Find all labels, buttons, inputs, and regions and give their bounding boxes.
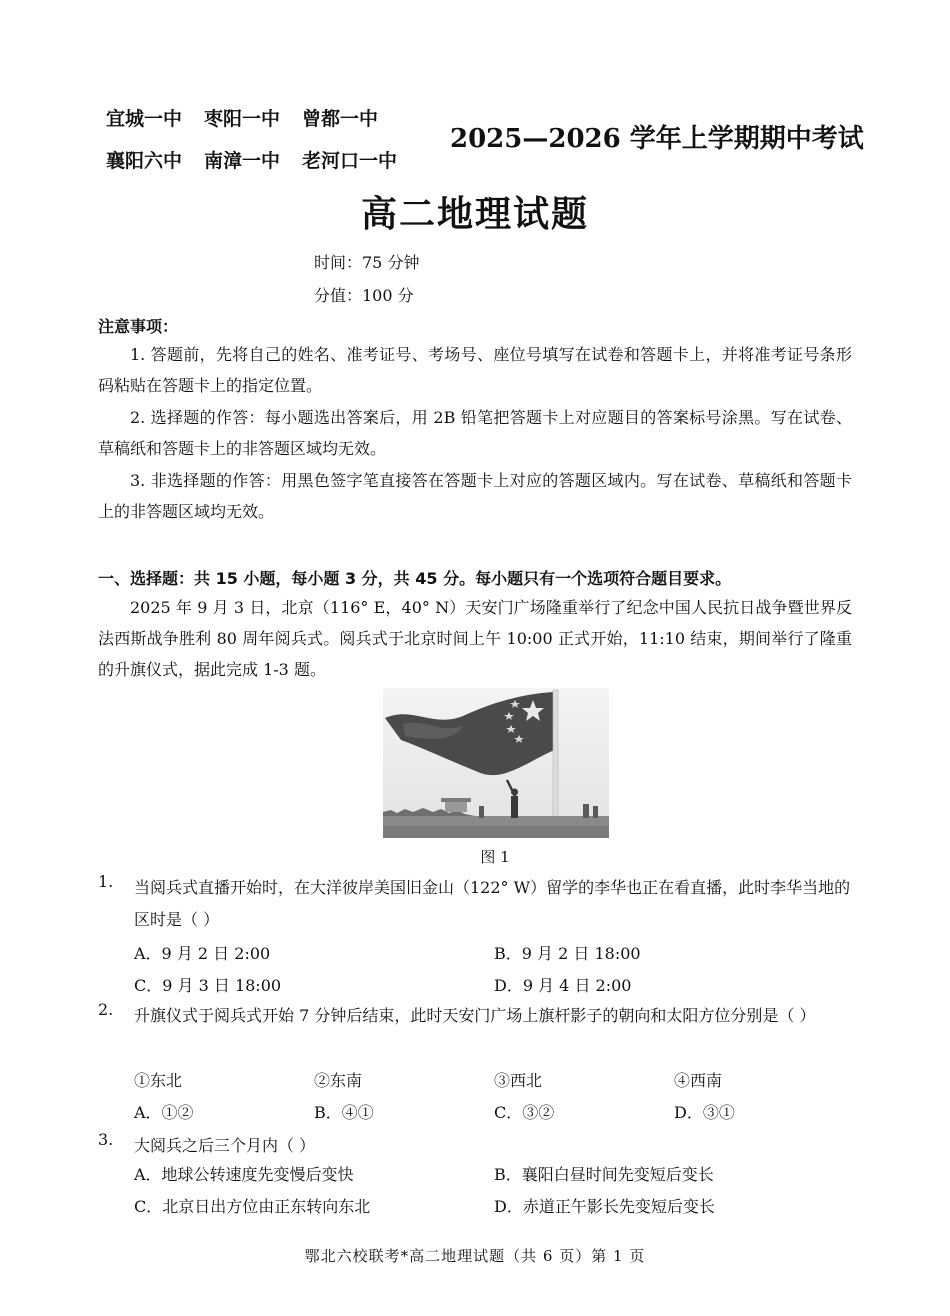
exam-score: 分值：100 分 xyxy=(314,286,414,305)
choice-3: ③西北 xyxy=(494,1071,543,1090)
option-b: B．襄阳白昼时间先变短后变长 xyxy=(494,1165,714,1184)
option-b: B．9 月 2 日 18:00 xyxy=(494,944,641,963)
school-name: 南漳一中 xyxy=(204,150,281,172)
flag-raising-photo xyxy=(383,688,609,838)
school-name: 老河口一中 xyxy=(302,150,398,172)
schools-row-1 xyxy=(106,104,378,131)
section-heading: 一、选择题：共 15 小题，每小题 3 分，共 45 分。每小题只有一个选项符合题目要求。 xyxy=(98,569,732,588)
school-name: 襄阳六中 xyxy=(106,150,183,172)
page-title: 高二地理试题 xyxy=(360,194,589,235)
page-footer: 鄂北六校联考*高二地理试题（共 6 页）第 1 页 xyxy=(304,1247,646,1265)
figure-caption: 图 1 xyxy=(480,848,510,866)
option-b: B．④① xyxy=(314,1103,374,1122)
exam-title: 2025—2026 学年上学期期中考试 xyxy=(450,124,864,154)
question-number: 1. xyxy=(98,872,114,891)
question-text: 当阅兵式直播开始时，在大洋彼岸美国旧金山（122° W）留学的李华也正在看直播，此时李华当地的区时是（ ） xyxy=(134,878,851,929)
school-name: 枣阳一中 xyxy=(204,108,281,130)
choice-2: ②东南 xyxy=(314,1071,363,1090)
notice-heading: 注意事项： xyxy=(98,317,179,336)
school-name: 曾都一中 xyxy=(302,108,379,130)
option-d: D．赤道正午影长先变短后变长 xyxy=(494,1197,715,1216)
question-text: 升旗仪式于阅兵式开始 7 分钟后结束，此时天安门广场上旗杆影子的朝向和太阳方位分别是（ ） xyxy=(134,1006,816,1025)
choice-1: ①东北 xyxy=(134,1071,183,1090)
question-number: 2. xyxy=(98,1000,114,1019)
school-name: 宜城一中 xyxy=(106,108,183,130)
exam-time: 时间：75 分钟 xyxy=(314,253,420,272)
notice-item: 3. 非选择题的作答：用黑色签字笔直接答在答题卡上对应的答题区域内。写在试卷、草稿纸和答题卡上的非答题区域均无效。 xyxy=(98,471,852,521)
option-c: C．9 月 3 日 18:00 xyxy=(134,976,282,995)
question-number: 3. xyxy=(98,1130,114,1149)
option-c: C．北京日出方位由正东转向东北 xyxy=(134,1197,371,1216)
question-text: 大阅兵之后三个月内（ ） xyxy=(134,1136,316,1155)
option-a: A．9 月 2 日 2:00 xyxy=(134,944,271,963)
option-a: A．地球公转速度先变慢后变快 xyxy=(134,1165,354,1184)
option-d: D．③① xyxy=(674,1103,735,1122)
option-c: C．③② xyxy=(494,1103,555,1122)
schools-row-2 xyxy=(106,146,397,173)
section-intro: 2025 年 9 月 3 日，北京（116° E，40° N）天安门广场隆重举行了纪念中国人民抗日战争暨世界反法西斯战争胜利 80 周年阅兵式。阅兵式于北京时间上午 10:00 正式开始，11:10 结束，期间举行了隆重的升旗仪式，据此完成 1-3 题。 xyxy=(98,598,852,679)
notice-item: 1. 答题前，先将自己的姓名、准考证号、考场号、座位号填写在试卷和答题卡上，并将准考证号条形码粘贴在答题卡上的指定位置。 xyxy=(98,345,852,395)
choice-4: ④西南 xyxy=(674,1071,723,1090)
option-a: A．①② xyxy=(134,1103,194,1122)
option-d: D．9 月 4 日 2:00 xyxy=(494,976,632,995)
notice-item: 2. 选择题的作答：每小题选出答案后，用 2B 铅笔把答题卡上对应题目的答案标号涂黑。写在试卷、草稿纸和答题卡上的非答题区域均无效。 xyxy=(98,408,852,458)
